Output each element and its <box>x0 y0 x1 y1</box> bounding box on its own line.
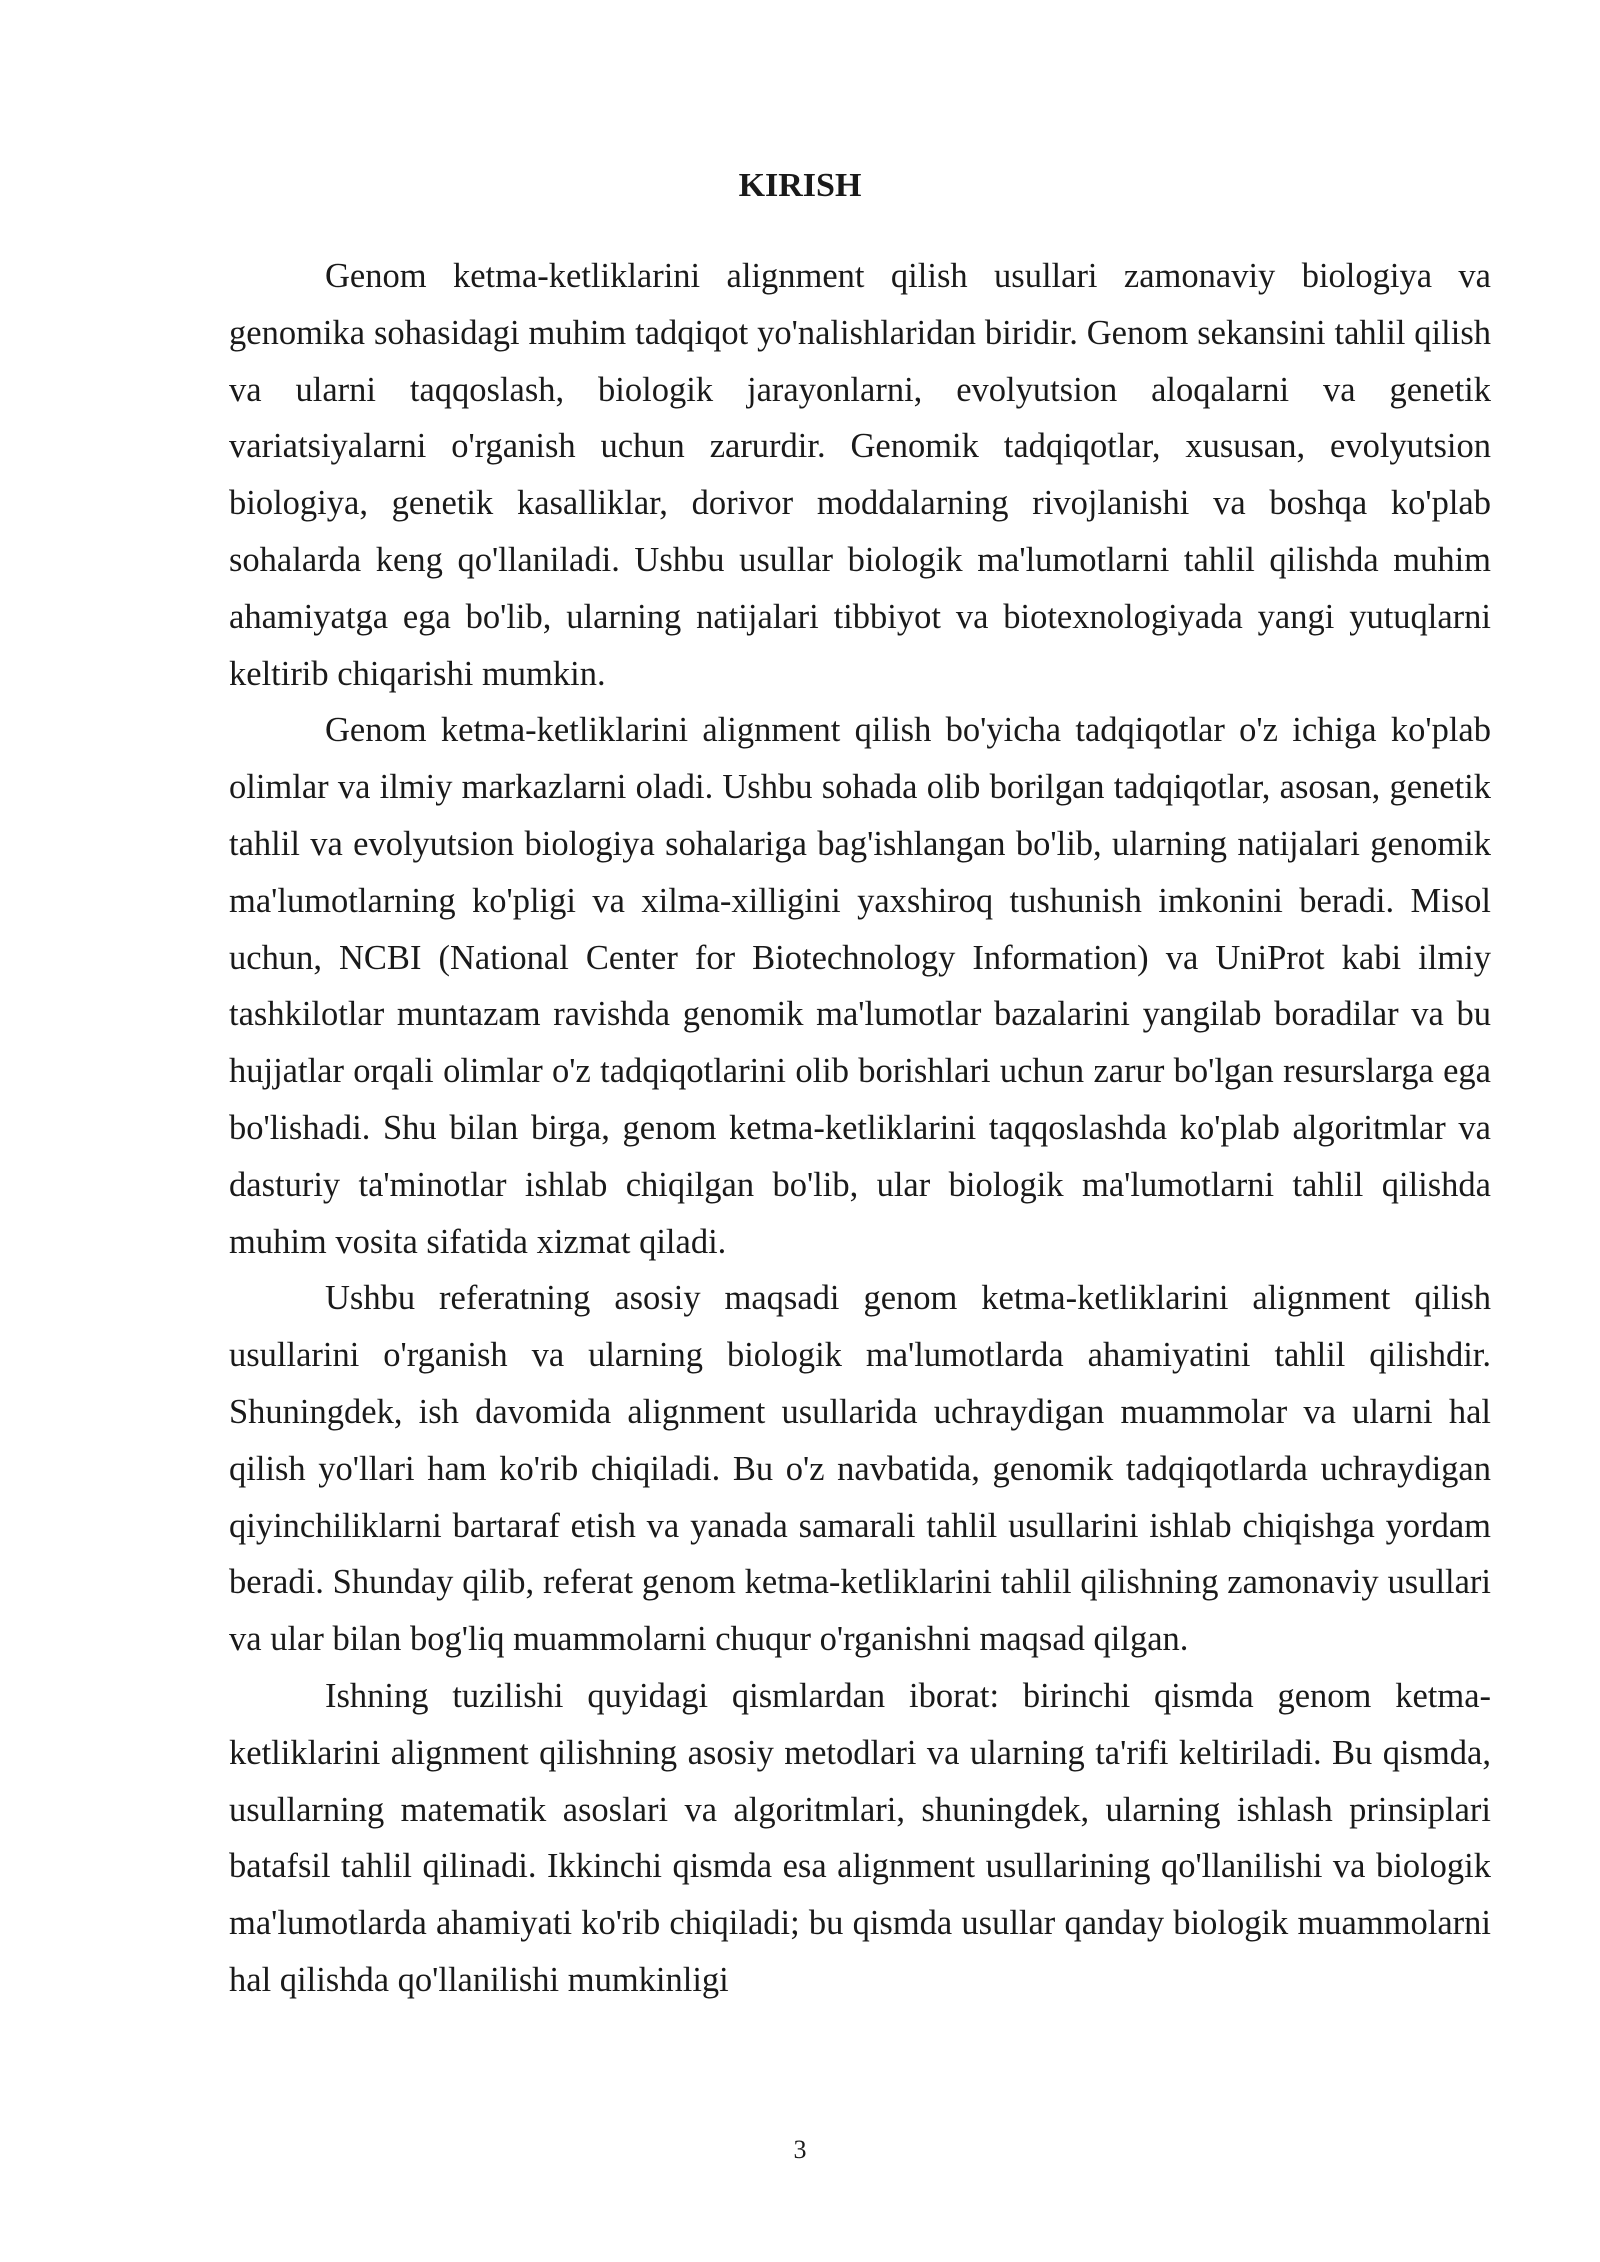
paragraph-2: Genom ketma-ketliklarini alignment qilish bo'yicha tadqiqotlar o'z ichiga ko'plab olimlar va ilmiy markazlarni oladi. Ushbu sohada olib borilgan tadqiqotlar, asosan, genetik tahlil va evolyutsion biologiya sohalariga bag'ishlangan bo'lib, ularning natijalari genomik ma'lumotlarning ko'pligi va xilma-xilligini yaxshiroq tushunish imkonini beradi. Misol uchun, NCBI (National Center for Biotechnology Information) va UniProt kabi ilmiy tashkilotlar muntazam ravishda genomik ma'lumotlar bazalarini yangilab boradilar va bu hujjatlar orqali olimlar o'z tadqiqotlarini olib borishlari uchun zarur bo'lgan resurslarga ega bo'lishadi. Shu bilan birga, genom ketma-ketliklarini taqqoslashda ko'plab algoritmlar va dasturiy ta'minotlar ishlab chiqilgan bo'lib, ular biologik ma'lumotlarni tahlil qilishda muhim vosita sifatida xizmat qiladi. <box>229 711 1491 1261</box>
paragraph-4: Ishning tuzilishi quyidagi qismlardan iborat: birinchi qismda genom ketma-ketliklarini alignment qilishning asosiy metodlari va ularning ta'rifi keltiriladi. Bu qismda, usullarning matematik asoslari va algoritmlari, shuningdek, ularning ishlash prinsiplari batafsil tahlil qilinadi. Ikkinchi qismda esa alignment usullarining qo'llanilishi va biologik ma'lumotlarda ahamiyati ko'rib chiqiladi; bu qismda usullar qanday biologik muammolarni hal qilishda qo'llanilishi mumkinligi <box>229 1676 1491 1999</box>
paragraph-3: Ushbu referatning asosiy maqsadi genom ketma-ketliklarini alignment qilish usullarini o'rganish va ularning biologik ma'lumotlarda ahamiyatini tahlil qilishdir. Shuningdek, ish davomida alignment usullarida uchraydigan muammolar va ularni hal qilish yo'llari ham ko'rib chiqiladi. Bu o'z navbatida, genomik tadqiqotlarda uchraydigan qiyinchiliklarni bartaraf etish va yanada samarali tahlil usullarini ishlab chiqishga yordam beradi. Shunday qilib, referat genom ketma-ketliklarini tahlil qilishning zamonaviy usullari va ular bilan bog'liq muammolarni chuqur o'rganishni maqsad qilgan. <box>229 1279 1491 1659</box>
page-number: 3 <box>793 2135 807 2164</box>
body-text <box>229 248 1491 2009</box>
page-heading: KIRISH <box>738 167 862 204</box>
paragraph-1: Genom ketma-ketliklarini alignment qilish usullari zamonaviy biologiya va genomika sohasidagi muhim tadqiqot yo'nalishlaridan biridir. Genom sekansini tahlil qilish va ularni taqqoslash, biologik jarayonlarni, evolyutsion aloqalarni va genetik variatsiyalarni o'rganish uchun zarurdir. Genomik tadqiqotlar, xususan, evolyutsion biologiya, genetik kasalliklar, dorivor moddalarning rivojlanishi va boshqa ko'plab sohalarda keng qo'llaniladi. Ushbu usullar biologik ma'lumotlarni tahlil qilishda muhim ahamiyatga ega bo'lib, ularning natijalari tibbiyot va biotexnologiyada yangi yutuqlarni keltirib chiqarishi mumkin. <box>229 257 1491 693</box>
